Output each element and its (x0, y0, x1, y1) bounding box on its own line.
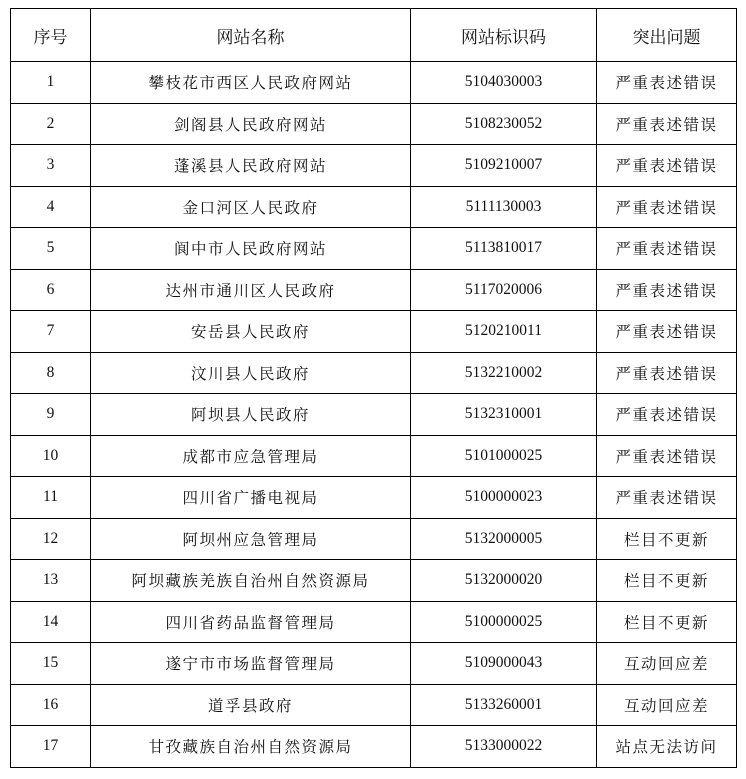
row-site-code: 5132210002 (411, 352, 597, 394)
row-site-name: 成都市应急管理局 (91, 435, 411, 477)
row-site-code: 5108230052 (411, 103, 597, 145)
row-issue: 站点无法访问 (597, 726, 737, 768)
row-issue: 严重表述错误 (597, 394, 737, 436)
row-site-name: 甘孜藏族自治州自然资源局 (91, 726, 411, 768)
row-issue: 严重表述错误 (597, 352, 737, 394)
row-site-name: 阆中市人民政府网站 (91, 228, 411, 270)
row-issue: 栏目不更新 (597, 601, 737, 643)
websites-table (10, 8, 737, 768)
row-site-name: 攀枝花市西区人民政府网站 (91, 62, 411, 104)
row-site-name: 安岳县人民政府 (91, 311, 411, 353)
row-issue: 严重表述错误 (597, 62, 737, 104)
row-site-name: 剑阁县人民政府网站 (91, 103, 411, 145)
table-row (11, 311, 737, 353)
header-row (11, 9, 737, 62)
header-index: 序号 (11, 9, 91, 62)
row-index: 10 (11, 435, 91, 477)
row-index: 16 (11, 684, 91, 726)
row-site-code: 5101000025 (411, 435, 597, 477)
table-row (11, 103, 737, 145)
table-row (11, 684, 737, 726)
row-index: 9 (11, 394, 91, 436)
row-index: 12 (11, 518, 91, 560)
row-site-name: 阿坝县人民政府 (91, 394, 411, 436)
row-issue: 严重表述错误 (597, 477, 737, 519)
row-site-code: 5111130003 (411, 186, 597, 228)
row-site-code: 5109210007 (411, 145, 597, 187)
row-index: 7 (11, 311, 91, 353)
table-row (11, 352, 737, 394)
row-index: 4 (11, 186, 91, 228)
row-site-code: 5133260001 (411, 684, 597, 726)
row-issue: 严重表述错误 (597, 269, 737, 311)
row-site-name: 阿坝藏族羌族自治州自然资源局 (91, 560, 411, 602)
row-index: 2 (11, 103, 91, 145)
table-row (11, 643, 737, 685)
row-issue: 严重表述错误 (597, 186, 737, 228)
table-row (11, 186, 737, 228)
row-site-name: 汶川县人民政府 (91, 352, 411, 394)
row-site-name: 四川省药品监督管理局 (91, 601, 411, 643)
row-index: 17 (11, 726, 91, 768)
row-index: 6 (11, 269, 91, 311)
row-index: 8 (11, 352, 91, 394)
table-row (11, 62, 737, 104)
table-row (11, 518, 737, 560)
row-site-code: 5120210011 (411, 311, 597, 353)
table-row (11, 726, 737, 768)
header-site-code: 网站标识码 (411, 9, 597, 62)
row-issue: 互动回应差 (597, 684, 737, 726)
table-body (11, 62, 737, 768)
row-index: 5 (11, 228, 91, 270)
table-row (11, 435, 737, 477)
row-site-code: 5113810017 (411, 228, 597, 270)
row-index: 1 (11, 62, 91, 104)
row-site-name: 道孚县政府 (91, 684, 411, 726)
table-row (11, 145, 737, 187)
table-row (11, 560, 737, 602)
row-site-code: 5132310001 (411, 394, 597, 436)
row-site-code: 5104030003 (411, 62, 597, 104)
table-row (11, 601, 737, 643)
row-site-name: 达州市通川区人民政府 (91, 269, 411, 311)
row-issue: 严重表述错误 (597, 435, 737, 477)
row-issue: 严重表述错误 (597, 103, 737, 145)
header-issue: 突出问题 (597, 9, 737, 62)
row-issue: 栏目不更新 (597, 560, 737, 602)
row-site-code: 5132000005 (411, 518, 597, 560)
row-site-name: 蓬溪县人民政府网站 (91, 145, 411, 187)
row-site-name: 四川省广播电视局 (91, 477, 411, 519)
table-row (11, 477, 737, 519)
header-site-name: 网站名称 (91, 9, 411, 62)
row-site-code: 5117020006 (411, 269, 597, 311)
row-index: 14 (11, 601, 91, 643)
row-site-code: 5100000023 (411, 477, 597, 519)
row-index: 3 (11, 145, 91, 187)
row-site-code: 5132000020 (411, 560, 597, 602)
table-row (11, 394, 737, 436)
row-site-code: 5100000025 (411, 601, 597, 643)
row-site-name: 阿坝州应急管理局 (91, 518, 411, 560)
row-index: 11 (11, 477, 91, 519)
row-issue: 栏目不更新 (597, 518, 737, 560)
row-index: 15 (11, 643, 91, 685)
row-issue: 互动回应差 (597, 643, 737, 685)
row-site-code: 5133000022 (411, 726, 597, 768)
table-row (11, 269, 737, 311)
row-issue: 严重表述错误 (597, 145, 737, 187)
row-site-code: 5109000043 (411, 643, 597, 685)
row-index: 13 (11, 560, 91, 602)
row-issue: 严重表述错误 (597, 228, 737, 270)
table-row (11, 228, 737, 270)
row-site-name: 遂宁市市场监督管理局 (91, 643, 411, 685)
row-site-name: 金口河区人民政府 (91, 186, 411, 228)
row-issue: 严重表述错误 (597, 311, 737, 353)
